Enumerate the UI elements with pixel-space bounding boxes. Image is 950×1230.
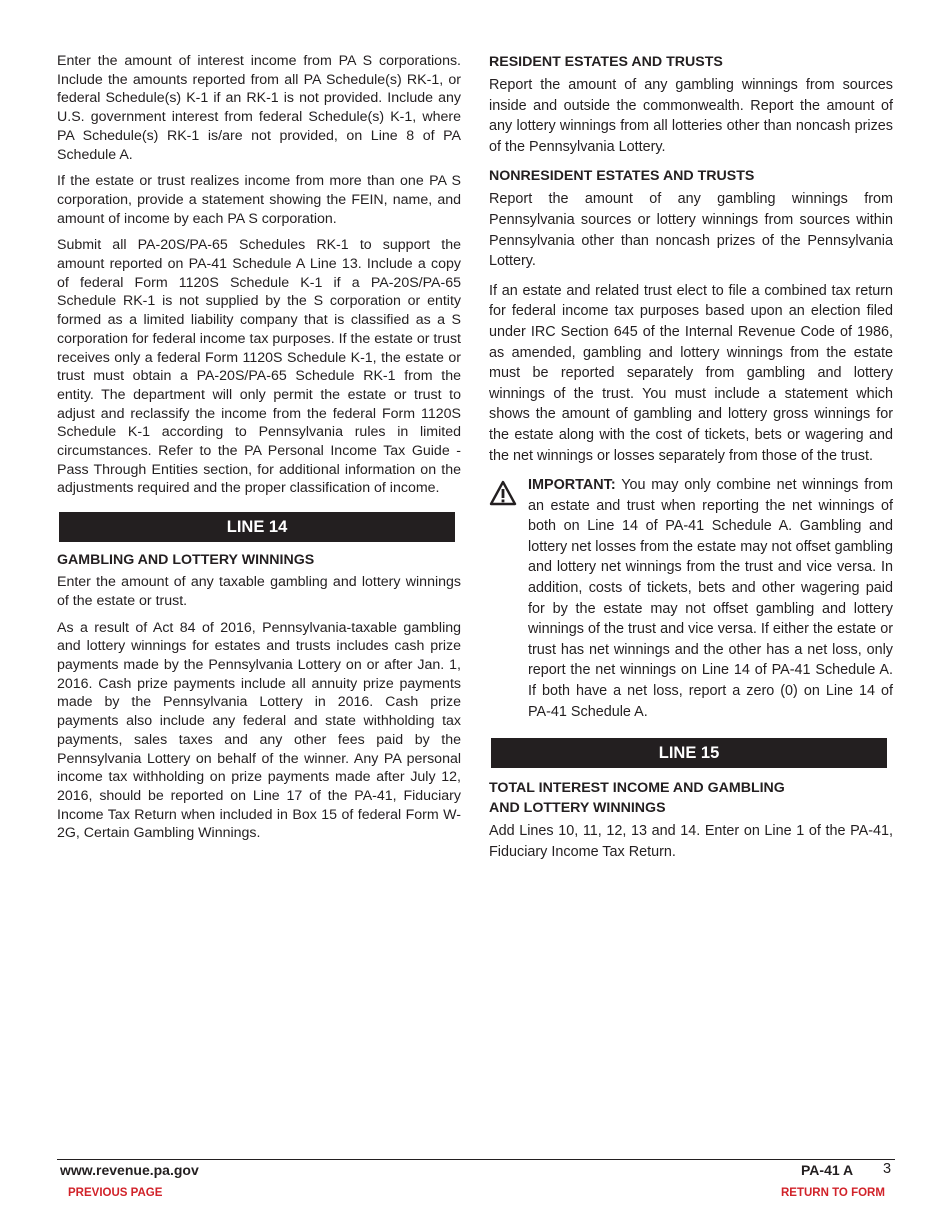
previous-page-link[interactable]: PREVIOUS PAGE xyxy=(68,1187,163,1199)
important-note xyxy=(489,475,893,722)
important-paragraph xyxy=(489,475,893,722)
return-to-form-link[interactable]: RETURN TO FORM xyxy=(781,1187,885,1199)
warning-icon xyxy=(489,480,517,506)
combined-return-paragraph: If an estate and related trust elect to file a combined tax return for federal income tax purposes based upon an election filed under IRC Section 645 of the Internal Revenue Code of 1986, as amended, gambling and lottery winnings from the estate must be reported separately from gambling and lottery winnings of the trust. You must include a statement which shows the amount of gambling and lottery gross winnings for the estate along with the cost of tickets, bets or wagering and the net winnings or losses separately from those of the trust. xyxy=(489,282,893,464)
right-column xyxy=(489,52,893,871)
footer-form-id: PA-41 A xyxy=(801,1162,854,1178)
gambling-amount-paragraph: Enter the amount of any taxable gambling and lottery winnings of the estate or trust. xyxy=(57,574,461,609)
important-text: You may only combine net winnings from an estate and trust when reporting the net winnings of both on Line 14 of PA-41 Schedule A. Gambling and lottery net losses from the estate may not offset gambling and lottery net winnings from the trust and vice versa. In addition, costs of tickets, bets and other wagering paid for by the estate may not offset gambling and lottery winnings of the trust and vice versa. If either the estate or trust has net winnings and the other has a net loss, only report the net winnings on Line 14 of PA-41 Schedule A. If both have a net loss, report a zero (0) on Line 14 of PA-41 Schedule A. xyxy=(528,477,893,720)
footer-divider xyxy=(57,1159,895,1160)
nonresident-paragraph: Report the amount of any gambling winnings from Pennsylvania sources or lottery winnings from sources within Pennsylvania other than noncash prizes of the Pennsylvania Lottery. xyxy=(489,191,893,270)
gambling-lottery-heading: GAMBLING AND LOTTERY WINNINGS xyxy=(57,552,315,569)
multiple-s-corp-paragraph: If the estate or trust realizes income from more than one PA S corporation, provide a statement showing the FEIN, name, and amount of income by each PA S corporation. xyxy=(57,173,461,227)
nonresident-estates-heading: NONRESIDENT ESTATES AND TRUSTS xyxy=(489,168,755,185)
rk1-schedule-paragraph: Submit all PA-20S/PA-65 Schedules RK-1 to support the amount reported on PA-41 Schedule A Line 13. Include a copy of federal Form 1120S Schedule K-1 if a PA-20S/PA-65 Schedule RK-1 is not supplied by the S corporation or entity formed as a limited liability company that is classified as a S corporation for federal income tax purposes. If the estate or trust receives only a federal Form 1120S Schedule K-1, the estate or trust must obtain a PA-20S/PA-65 Schedule RK-1 from the entity. The department will only permit the estate or trust to adjust and reclassify the income from the federal Form 1120S Schedule K-1 according to Pennsylvania rules in limited circumstances. Refer to the PA Personal Income Tax Guide - Pass Through Entities section, for additional information on the adjustments required and the proper classification of income. xyxy=(57,237,461,497)
line-15-header: LINE 15 xyxy=(491,738,887,768)
resident-estates-heading: RESIDENT ESTATES AND TRUSTS xyxy=(489,54,723,70)
line-15-heading-1: TOTAL INTEREST INCOME AND GAMBLING xyxy=(489,780,785,797)
page-number: 3 xyxy=(883,1161,892,1177)
resident-paragraph: Report the amount of any gambling winnings from sources inside and outside the commonwealth. Report the amount of any lottery winnings from all lotteries other than noncash prizes of the Pennsylvania Lottery. xyxy=(489,77,893,155)
footer-url: www.revenue.pa.gov xyxy=(60,1162,199,1178)
line-15-heading-2: AND LOTTERY WINNINGS xyxy=(489,800,666,817)
important-label: IMPORTANT: xyxy=(528,477,616,494)
act-84-paragraph: As a result of Act 84 of 2016, Pennsylvania-taxable gambling and lottery winnings for estates and trusts includes cash prize payments made by the Pennsylvania Lottery on or after Jan. 1, 2016. Cash prize payments include all annuity prize payments made by the Pennsylvania Lottery in 2016. Cash prize payments also include any federal and state withholding tax payments, sales taxes and any other fees paid by the Pennsylvania Lottery on behalf of the winner. Any PA personal income tax withholding on prize payments made after July 12, 2016, should be reported on Line 17 of the PA-41, Fiduciary Income Tax Return when included in Box 15 of federal Form W-2G, Certain Gambling Winnings. xyxy=(57,619,461,842)
interest-income-paragraph: Enter the amount of interest income from PA S corporations. Include the amounts reported from all PA Schedule(s) RK-1, or federal Schedule(s) K-1 if an RK-1 is not provided. Include any U.S. government interest from federal Schedule(s) K-1, where PA Schedule(s) RK-1 is/are not provided, on Line 8 of PA Schedule A. xyxy=(57,53,461,163)
line-14-header: LINE 14 xyxy=(59,512,455,542)
line-15-paragraph: Add Lines 10, 11, 12, 13 and 14. Enter on Line 1 of the PA-41, Fiduciary Income Tax Return. xyxy=(489,823,893,860)
left-column xyxy=(57,52,461,851)
